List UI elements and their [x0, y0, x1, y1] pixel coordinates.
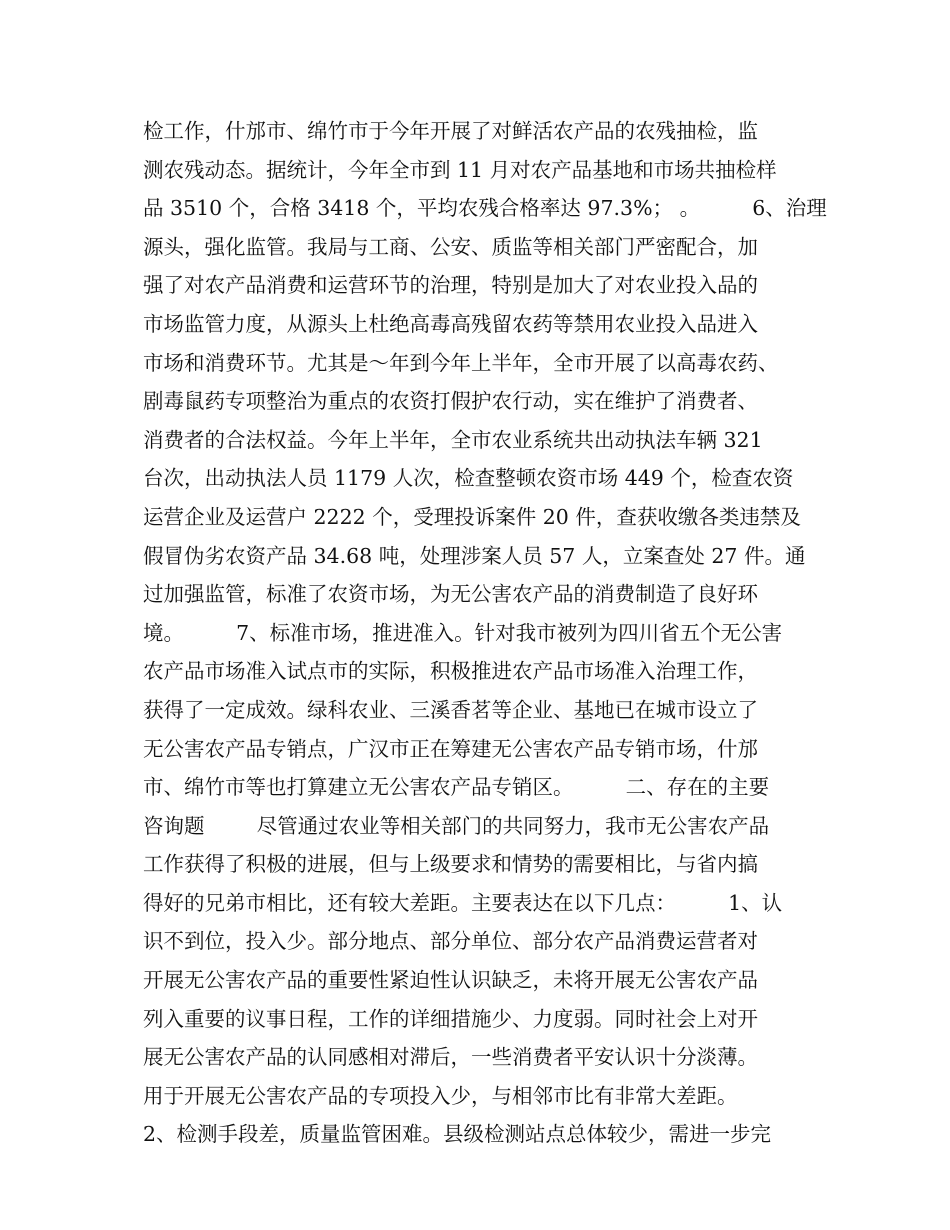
text-line: 源头，强化监管。我局与工商、公安、质监等相关部门严密配合，加	[143, 234, 758, 259]
text-line: 农产品市场准入试点市的实际，积极推进农产品市场准入治理工作，	[143, 659, 758, 684]
text-line: 咨询题 尽管通过农业等相关部门的共同努力，我市无公害农产品	[143, 813, 770, 838]
text-line: 市场和消费环节。尤其是～年到今年上半年，全市开展了以高毒农药、	[143, 350, 779, 375]
text-line: 2、检测手段差，质量监管困难。县级检测站点总体较少，需进一步完	[143, 1122, 772, 1147]
text-line: 剧毒鼠药专项整治为重点的农资打假护农行动，实在维护了消费者、	[143, 389, 758, 414]
text-line: 境。 7、标准市场，推进准入。针对我市被列为四川省五个无公害	[143, 620, 783, 645]
text-line: 检工作，什邡市、绵竹市于今年开展了对鲜活农产品的农残抽检，监	[143, 119, 758, 143]
text-line: 得好的兄弟市相比，还有较大差距。主要表达在以下几点： 1、认	[143, 890, 783, 915]
text-line: 品 3510 个，合格 3418 个，平均农残合格率达 97.3%； 。 6、治理	[143, 196, 827, 221]
text-line: 开展无公害农产品的重要性紧迫性认识缺乏，未将开展无公害农产品	[143, 968, 758, 993]
text-line: 市场监管力度，从源头上杜绝高毒高残留农药等禁用农业投入品进入	[143, 311, 758, 336]
text-line: 台次，出动执法人员 1179 人次，检查整顿农资市场 449 个，检查农资	[143, 466, 794, 491]
text-line: 展无公害农产品的认同感相对滞后，一些消费者平安认识十分淡薄。	[143, 1045, 758, 1070]
body-text	[143, 112, 827, 1154]
text-line: 过加强监管，标准了农资市场，为无公害农产品的消费制造了良好环	[143, 582, 758, 607]
text-line: 用于开展无公害农产品的专项投入少，与相邻市比有非常大差距。	[143, 1083, 738, 1108]
text-line: 识不到位，投入少。部分地点、部分单位、部分农产品消费运营者对	[143, 929, 758, 954]
text-line: 市、绵竹市等也打算建立无公害农产品专销区。 二、存在的主要	[143, 775, 770, 800]
text-line: 测农残动态。据统计，今年全市到 11 月对农产品基地和市场共抽检样	[143, 157, 777, 182]
text-line: 消费者的合法权益。今年上半年，全市农业系统共出动执法车辆 321	[143, 427, 763, 452]
text-line: 工作获得了积极的进展，但与上级要求和情势的需要相比，与省内搞	[143, 852, 758, 877]
text-line: 无公害农产品专销点，广汉市正在筹建无公害农产品专销市场，什邡	[143, 736, 758, 761]
text-line: 获得了一定成效。绿科农业、三溪香茗等企业、基地已在城市设立了	[143, 697, 758, 722]
text-line: 列入重要的议事日程，工作的详细措施少、力度弱。同时社会上对开	[143, 1006, 758, 1031]
text-line: 强了对农产品消费和运营环节的治理，特别是加大了对农业投入品的	[143, 273, 758, 298]
text-line: 假冒伪劣农资产品 34.68 吨，处理涉案人员 57 人，立案查处 27 件。通	[143, 543, 806, 568]
text-line: 运营企业及运营户 2222 个，受理投诉案件 20 件，查获收缴各类违禁及	[143, 504, 801, 529]
